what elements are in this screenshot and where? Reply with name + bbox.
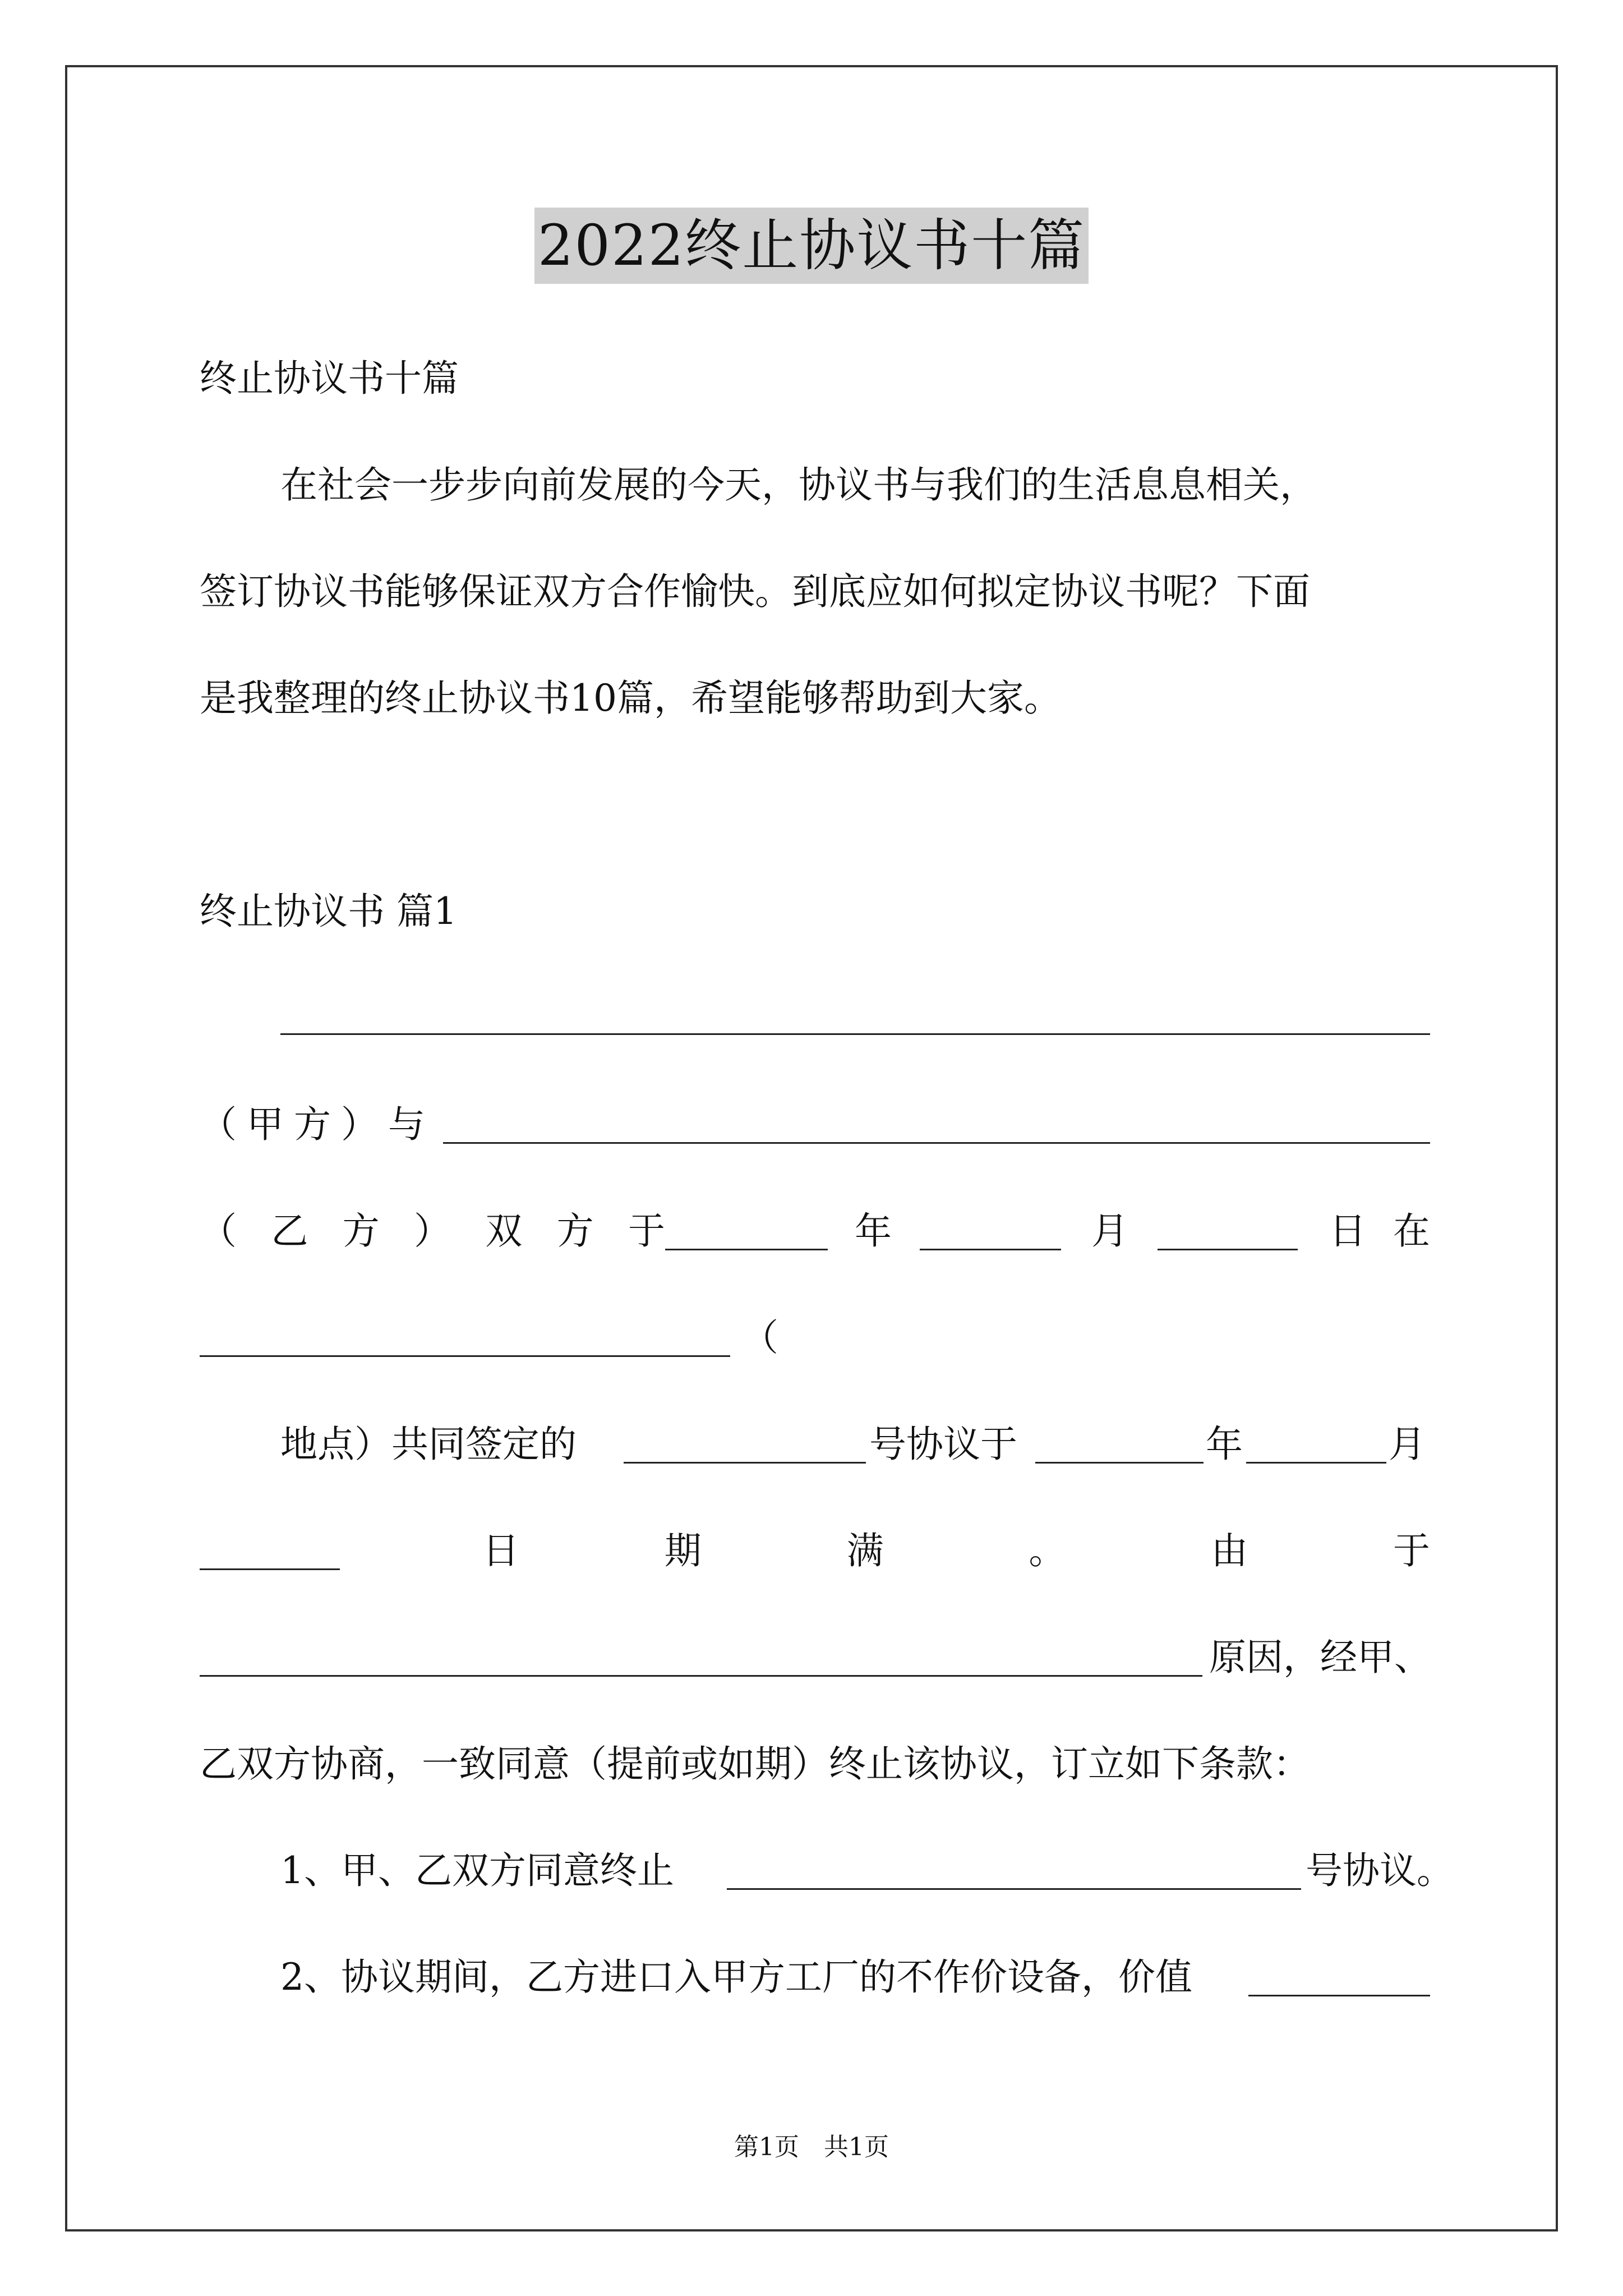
- intro-line-3: 是我整理的终止协议书10篇，希望能够帮助到大家。: [200, 677, 1061, 720]
- party-b-char: ）: [413, 1209, 451, 1253]
- at-label: 在: [1393, 1209, 1430, 1253]
- place-text: 地点）共同签定的: [280, 1423, 577, 1466]
- month-label: 月: [1091, 1209, 1128, 1253]
- day-blank: [1158, 1249, 1298, 1250]
- expire-month-blank: [1246, 1462, 1386, 1464]
- month-blank: [920, 1249, 1061, 1250]
- expire-month-label: 月: [1389, 1423, 1426, 1466]
- clause-1: 1、甲、乙双方同意终止: [280, 1849, 674, 1892]
- title-container: [0, 208, 1623, 284]
- intro-line-1: 在社会一步步向前发展的今天，协议书与我们的生活息息相关，: [280, 463, 1317, 507]
- expire-char: 。: [1029, 1529, 1066, 1572]
- day-label: 日: [1329, 1209, 1366, 1253]
- place-blank: [200, 1355, 730, 1357]
- expire-row: [482, 1526, 1430, 1576]
- agreement-no-blank: [624, 1462, 866, 1464]
- intro-line-2: 签订协议书能够保证双方合作愉快。到底应如何拟定协议书呢？下面: [200, 570, 1310, 613]
- day-at-row: [1329, 1206, 1430, 1257]
- document-title: 2022终止协议书十篇: [534, 208, 1089, 284]
- page-footer: 第1页 共1页: [734, 2133, 889, 2161]
- expire-char: 满: [846, 1529, 884, 1572]
- reason-label: 原因，经甲、: [1209, 1636, 1431, 1679]
- party-b-row: [200, 1206, 665, 1257]
- expire-char: 于: [1393, 1529, 1430, 1572]
- agreement-text: 乙双方协商，一致同意（提前或如期）终止该协议，订立如下条款：: [200, 1742, 1310, 1786]
- party-b-char: 方: [342, 1209, 380, 1253]
- section-heading: 终止协议书 篇1: [200, 890, 457, 933]
- expire-char: 日: [482, 1529, 519, 1572]
- blank-line: [280, 1033, 1430, 1035]
- expire-char: 由: [1211, 1529, 1248, 1572]
- expire-day-blank: [200, 1568, 340, 1570]
- party-b-char: 于: [628, 1209, 665, 1253]
- clause-2-blank: [1248, 1995, 1430, 1996]
- clause-1-blank: [727, 1888, 1301, 1890]
- expire-year-label: 年: [1206, 1423, 1243, 1466]
- clause-1-end: 号协议。: [1306, 1849, 1454, 1892]
- clause-2: 2、协议期间，乙方进口入甲方工厂的不作价设备，价值: [280, 1955, 1192, 1999]
- party-b-char: 双: [485, 1209, 523, 1253]
- agreement-no-label: 号协议于: [869, 1423, 1017, 1466]
- subtitle: 终止协议书十篇: [200, 357, 459, 400]
- year-label: 年: [855, 1209, 892, 1253]
- party-b-char: 方: [556, 1209, 594, 1253]
- expire-char: 期: [664, 1529, 702, 1572]
- party-b-char: （: [200, 1209, 237, 1253]
- reason-blank: [200, 1675, 1202, 1677]
- party-a-label: （甲方）与: [200, 1103, 435, 1146]
- paren-open: （: [741, 1316, 778, 1359]
- expire-year-blank: [1035, 1462, 1204, 1464]
- party-b-char: 乙: [271, 1209, 308, 1253]
- party-b-blank: [443, 1142, 1430, 1144]
- year-blank: [665, 1249, 828, 1250]
